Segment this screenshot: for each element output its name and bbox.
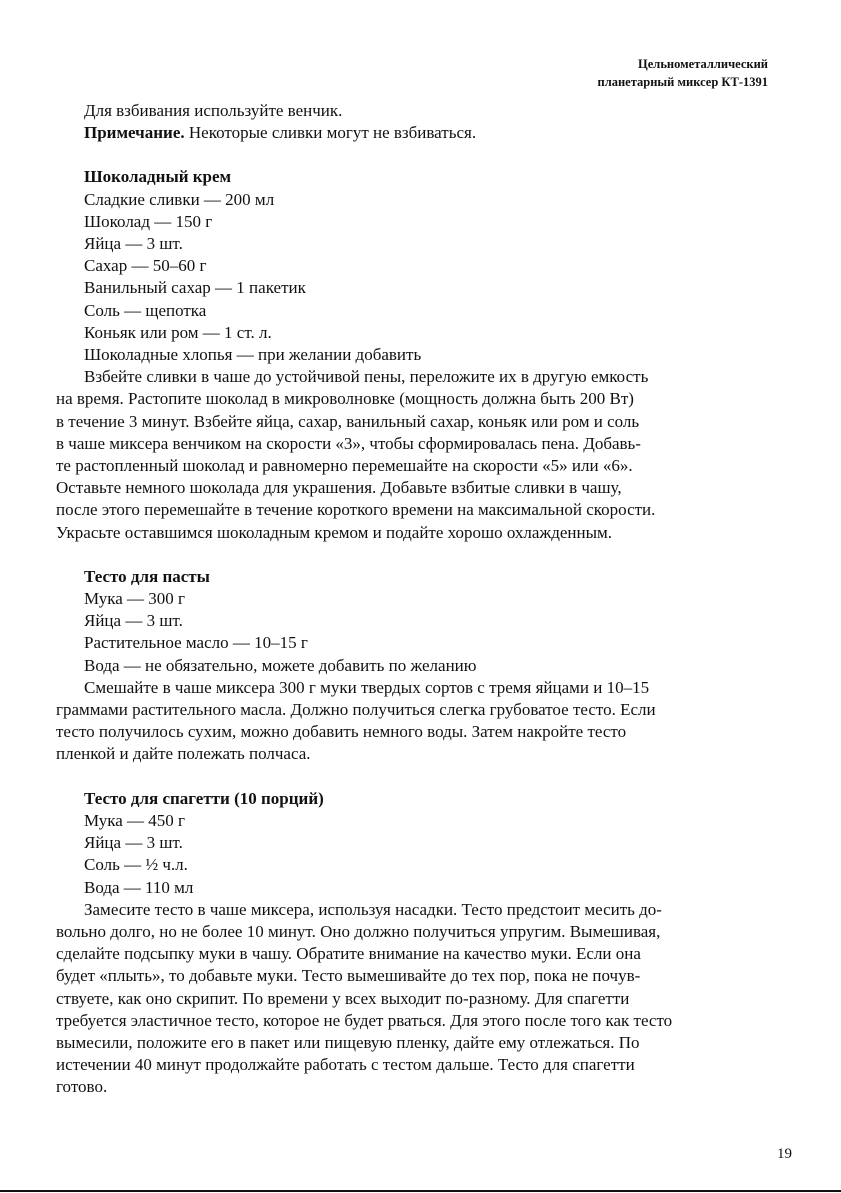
instruction-line: вымесили, положите его в пакет или пищевую пленку, дайте ему отлежаться. По — [56, 1032, 640, 1052]
recipe-section — [56, 544, 768, 766]
instruction-line: сделайте подсыпку муки в чашу. Обратите внимание на качество муки. Если она — [56, 944, 641, 964]
ingredient-line: Ванильный сахар — 1 пакетик — [84, 278, 306, 298]
recipes-list — [56, 144, 768, 1098]
ingredient-line: Сладкие сливки — 200 мл — [84, 189, 275, 209]
instruction-line: истечении 40 минут продолжайте работать с тестом дальше. Тесто для спагетти — [56, 1055, 635, 1075]
header-line-1: Цельнометаллический — [638, 57, 768, 71]
ingredient-line: Шоколадные хлопья — при желании добавить — [84, 345, 422, 365]
ingredient-line: Растительное масло — 10–15 г — [84, 633, 308, 653]
instruction-line: Оставьте немного шоколада для украшения. Добавьте взбитые сливки в чашу, — [56, 478, 622, 498]
ingredient-line: Яйца — 3 шт. — [84, 611, 183, 631]
ingredient-line: Шоколад — 150 г — [84, 211, 213, 231]
ingredient-line: Вода — не обязательно, можете добавить по желанию — [84, 655, 477, 675]
header-line-2: планетарный миксер КТ-1391 — [597, 75, 768, 89]
instruction-line: Замесите тесто в чаше миксера, используя насадки. Тесто предстоит месить до- — [84, 899, 662, 919]
instruction-line: ствуете, как оно скрипит. По времени у всех выходит по-разному. Для спагетти — [56, 988, 630, 1008]
instruction-line: на время. Растопите шоколад в микроволновке (мощность должна быть 200 Вт) — [56, 389, 634, 409]
instruction-line: пленкой и дайте полежать полчаса. — [56, 744, 311, 764]
instruction-line: в течение 3 минут. Взбейте яйца, сахар, ванильный сахар, коньяк или ром и соль — [56, 411, 640, 431]
ingredient-line: Вода — 110 мл — [84, 877, 194, 897]
recipe-title: Тесто для пасты — [84, 566, 210, 586]
instruction-line: тесто получилось сухим, можно добавить немного воды. Затем накройте тесто — [56, 722, 627, 742]
section-gap — [56, 144, 768, 166]
instruction-line: Смешайте в чаше миксера 300 г муки твердых сортов с тремя яйцами и 10–15 — [84, 677, 650, 697]
instruction-line: граммами растительного масла. Должно получиться слегка грубоватое тесто. Если — [56, 700, 656, 720]
page-number: 19 — [777, 1146, 792, 1162]
instruction-line: после этого перемешайте в течение короткого времени на максимальной скорости. — [56, 500, 656, 520]
instruction-line: готово. — [56, 1077, 108, 1097]
recipe-section — [56, 144, 768, 543]
ingredient-line: Соль — ½ ч.л. — [84, 855, 188, 875]
instruction-line: требуется эластичное тесто, которое не будет рваться. Для этого после того как тесто — [56, 1010, 673, 1030]
recipe-title: Тесто для спагетти (10 порций) — [84, 788, 324, 808]
ingredient-line: Мука — 450 г — [84, 810, 185, 830]
instruction-line: в чаше миксера венчиком на скорости «3», чтобы сформировалась пена. Добавь- — [56, 433, 641, 453]
page-content — [56, 100, 768, 1099]
note-label: Примечание. — [84, 123, 185, 143]
page-header — [598, 55, 769, 91]
ingredient-line: Яйца — 3 шт. — [84, 234, 183, 254]
ingredient-line: Мука — 300 г — [84, 589, 185, 609]
instruction-line: Взбейте сливки в чаше до устойчивой пены, переложите их в другую емкость — [84, 367, 649, 387]
note-text: Некоторые сливки могут не взбиваться. — [184, 123, 477, 143]
recipe-section — [56, 766, 768, 1099]
intro-line: Для взбивания используйте венчик. — [84, 101, 343, 120]
section-gap — [56, 544, 768, 566]
instruction-line: вольно долго, но не более 10 минут. Оно должно получиться упругим. Вымешивая, — [56, 921, 661, 941]
instruction-line: те растопленный шоколад и равномерно перемешайте на скорости «5» или «6». — [56, 456, 633, 476]
ingredient-line: Сахар — 50–60 г — [84, 256, 207, 276]
bottom-rule — [0, 1190, 841, 1192]
ingredient-line: Соль — щепотка — [84, 300, 207, 320]
instruction-line: будет «плыть», то добавьте муки. Тесто вымешивайте до тех пор, пока не почув- — [56, 966, 641, 986]
section-gap — [56, 766, 768, 788]
recipe-title: Шоколадный крем — [84, 167, 232, 187]
ingredient-line: Яйца — 3 шт. — [84, 833, 183, 853]
instruction-line: Украсьте оставшимся шоколадным кремом и подайте хорошо охлажденным. — [56, 522, 613, 542]
note-paragraph — [56, 122, 768, 144]
ingredient-line: Коньяк или ром — 1 ст. л. — [84, 322, 272, 342]
